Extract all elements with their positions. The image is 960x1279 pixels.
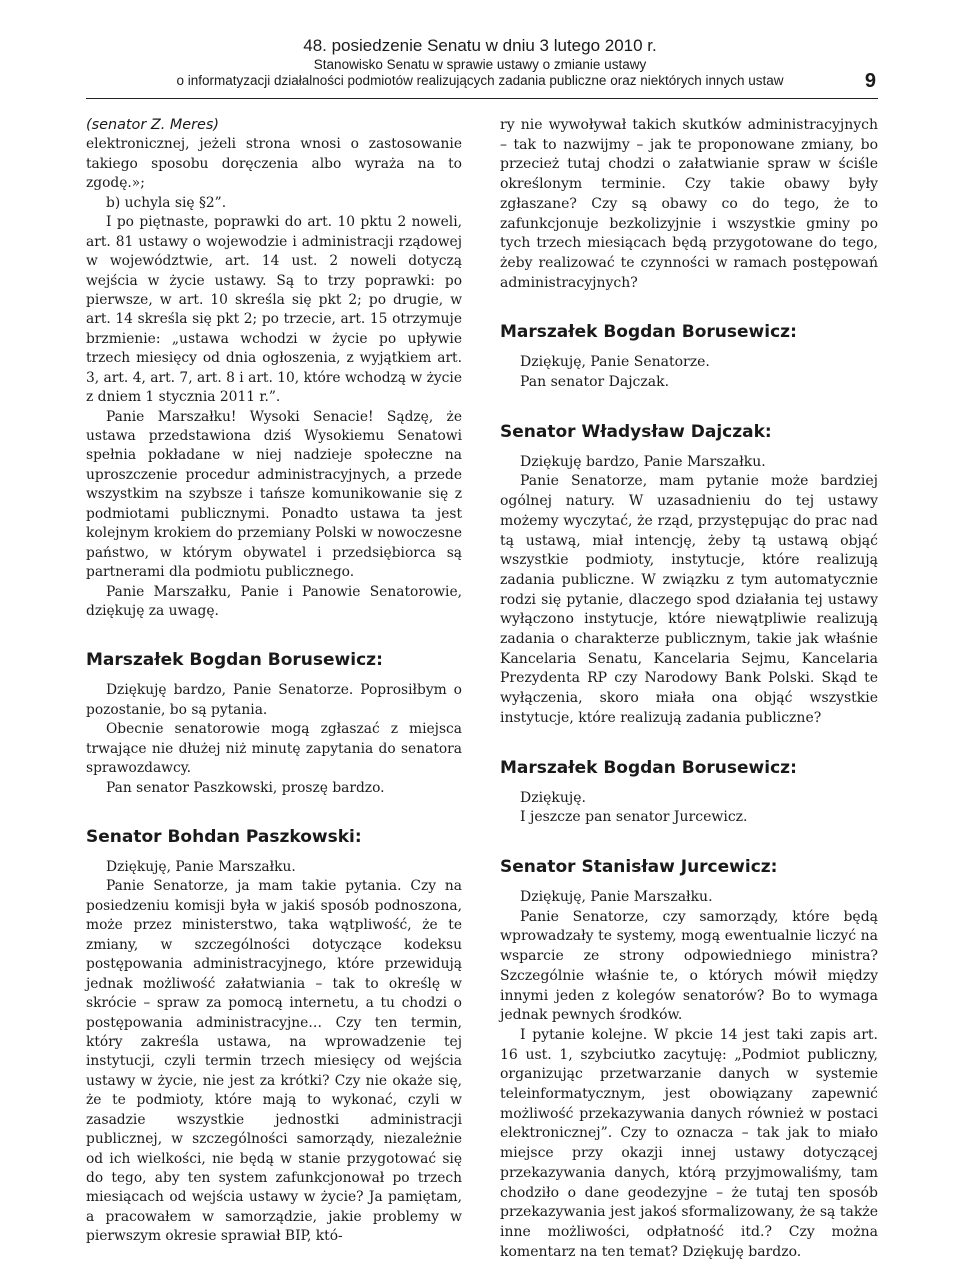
paragraph: Dziękuję. <box>520 789 586 806</box>
paragraph: Obecnie senatorowie mogą zgłaszać z miejsca trwające nie dłużej niż minutę zapytania do senatora sprawozdawcy. <box>86 721 462 777</box>
speaker-heading: Senator Władysław Dajczak: <box>500 421 772 442</box>
speaker-heading: Marszałek Bogdan Borusewicz: <box>500 322 797 343</box>
paragraph: Pan senator Paszkowski, proszę bardzo. <box>106 779 385 796</box>
speaker-heading: Senator Bohdan Paszkowski: <box>86 827 362 847</box>
paragraph: ry nie wywoływał takich skutków administracyjnych – tak to nazwijmy – jak te proponowane zmiany, bo przecież tutaj chodzi o załatwianie spraw w ściśle określonym terminie. Czy takie obawy były zgłaszane? Czy są obawy co do tego, że to zafunkcjonuje bezkolizyjnie i wszystkie gminy po tych trzech miesiącach będą przygotowane do tego, żeby realizować te czynności w ramach postępowań administracyjnych? <box>500 117 878 291</box>
speaker-note: (senator Z. Meres) <box>86 117 220 133</box>
paragraph: Dziękuję, Panie Marszałku. <box>520 888 713 905</box>
paragraph: Panie Senatorze, ja mam takie pytania. Czy na posiedzeniu komisji była w jakiś sposób podnoszona, może przez ministerstwo, taka wątpliwość, że te zmiany, w szczególności dotyczące kodeksu postępowania administracyjnego, które przewidują jednak możliwość załatwiania – tak to określę w skrócie – spraw za pomocą internetu, a tu chodzi o postępowania administracyjne… Czy ten termin, który zakreśla ustawa, na wprowadzenie tej instytucji, czyli termin trzech miesięcy od wejścia ustawy w życie, nie jest za krótki? Czy nie okaże się, że te podmioty, które mają to wykonać, czyli w zasadzie wszystkie jednostki administracji publicznej, w szczególności samorządy, niezależnie od ich wielkości, nie będą w stanie przygotować się do tego, aby ten system zafunkcjonował po trzech miesiącach od wejścia ustawy w życie? Ja pamiętam, a pracowałem w samorządzie, jakie problemy w pierwszym okresie sprawiał BIP, któ- <box>86 878 462 1245</box>
page-header <box>0 0 960 110</box>
session-title: 48. posiedzenie Senatu w dniu 3 lutego 2010 r. <box>303 36 657 55</box>
paragraph: I jeszcze pan senator Jurcewicz. <box>520 809 748 826</box>
paragraph: Dziękuję bardzo, Panie Senatorze. Poprosiłbym o pozostanie, bo są pytania. <box>86 682 462 718</box>
paragraph: Panie Marszałku! Wysoki Senacie! Sądzę, że ustawa przedstawiona dziś Wysokiemu Senatowi spełnia pokładane w niej nadzieje społeczne na uproszczenie procedur administracyjnych, a przede wszystkim na szybsze i tańsze komunikowanie się z podmiotami publicznymi. Ponadto ustawa ta jest kolejnym krokiem do przemiany Polski w nowoczesne państwo, w którym obywatel i przedsiębiorca są partnerami dla podmiotu publicznego. <box>86 408 462 581</box>
speaker-heading: Marszałek Bogdan Borusewicz: <box>86 650 383 671</box>
paragraph: elektronicznej, jeżeli strona wnosi o zastosowanie takiego sposobu doręczenia albo wyraża na to zgodę.»; <box>86 136 462 192</box>
document-subtitle: Stanowisko Senatu w sprawie ustawy o zmianie ustawy <box>313 57 647 72</box>
header-rule <box>86 98 878 99</box>
paragraph: Panie Senatorze, mam pytanie może bardziej ogólnej natury. W uzasadnieniu do tej ustawy możemy wyczytać, że rząd, przystępując do prac nad tą ustawą, miał intencję, żeby tą ustawą objąć wszystkie podmioty, instytucje, które realizują zadania publiczne. W związku z tym automatycznie rodzi się pytanie, dlaczego spod działania tej ustawy wyłączono instytucje, które niewątpliwie realizują zadania o charakterze publicznym, takie jak właśnie Kancelaria Senatu, Kancelaria Sejmu, Kancelaria Prezydenta RP czy Narodowy Bank Polski. Skąd te wyłączenia, skoro miała ona objąć wszystkie instytucje, które realizują zadania publiczne? <box>500 473 878 726</box>
speaker-heading: Marszałek Bogdan Borusewicz: <box>500 757 797 778</box>
right-column <box>500 116 878 1262</box>
paragraph: I po piętnaste, poprawki do art. 10 pktu 2 noweli, art. 81 ustawy o wojewodzie i administracji rządowej w województwie, art. 14 ust. 2 noweli dotyczą wejścia w życie ustawy. Są to trzy poprawki: po pierwsze, w art. 10 skreśla się pkt 2; po drugie, w art. 14 skreśla się pkt 2; po trzecie, art. 15 otrzymuje brzmienie: „ustawa wchodzi w życie po upływie trzech miesięcy od dnia ogłoszenia, z wyjątkiem art. 3, art. 4, art. 7, art. 8 i art. 10, które wchodzą w życie z dniem 1 stycznia 2011 r.”. <box>86 214 462 406</box>
paragraph: Dziękuję, Panie Senatorze. <box>520 354 710 371</box>
speaker-heading: Senator Stanisław Jurcewicz: <box>500 856 778 877</box>
paragraph: Panie Marszałku, Panie i Panowie Senatorowie, dziękuję za uwagę. <box>86 583 462 619</box>
left-column <box>86 116 462 1247</box>
paragraph: I pytanie kolejne. W pkcie 14 jest taki zapis art. 16 ust. 1, szybciutko zacytuję: „Podmiot publiczny, organizując przetwarzanie danych w systemie teleinformatycznym, jest obowiązany zapewnić możliwość przekazywania danych również w postaci elektronicznej”. Czy to oznacza – tak jak to miało miejsce przy okazji innej ustawy dotyczącej przekazywania danych, którą przyjmowaliśmy, tam chodziło o dane geodezyjne – że tutaj ten sposób przekazywania jest jakoś sformalizowany, że są także inne możliwości, odpłatność itd.? Czy można komentarz na ten temat? Dziękuję bardzo. <box>500 1026 878 1260</box>
paragraph: b) uchyla się §2”. <box>106 194 227 211</box>
paragraph: Pan senator Dajczak. <box>520 374 670 391</box>
document-subtitle-cont: o informatyzacji działalności podmiotów realizujących zadania publiczne oraz niektórych innych ustaw <box>176 73 784 88</box>
page-number: 9 <box>864 70 876 92</box>
paragraph: Dziękuję bardzo, Panie Marszałku. <box>520 453 766 470</box>
paragraph: Dziękuję, Panie Marszałku. <box>106 859 296 875</box>
paragraph: Panie Senatorze, czy samorządy, które będą wprowadzały te systemy, mogą ewentualnie liczyć na wsparcie ze strony odpowiedniego ministra? Szczególnie właśnie te, o których mówił między innymi jeden z kolegów senatorów? Bo to wymaga jednak pewnych środków. <box>500 908 878 1024</box>
